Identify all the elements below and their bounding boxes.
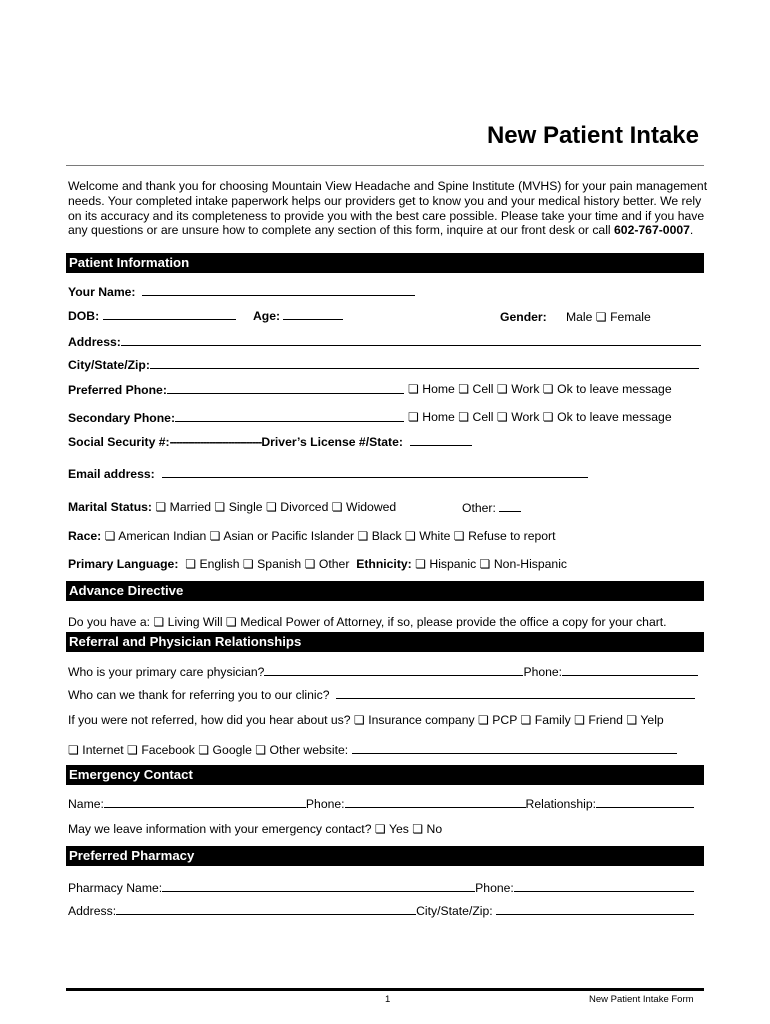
intro-end: . — [689, 223, 694, 238]
section-header-advance-directive: Advance Directive — [66, 581, 704, 601]
drivers-license-field[interactable] — [410, 434, 472, 446]
intro-paragraph — [68, 179, 718, 238]
intro-text: Welcome and thank you for choosing Mountain View Headache and Spine Institute (MVHS) for your pain management needs. Your completed intake paperwork helps our providers get to know you and your medical history better. We rely on its accuracy and its completeness to provide you with the best care possible. Please take your time and if you have any questions or are unsure how to complete any section of this form, inquire at our front desk or call — [68, 179, 708, 238]
age-row — [253, 308, 343, 323]
footer-form-name: New Patient Intake Form — [589, 994, 694, 1005]
pharmacy-phone-label: Phone: — [475, 881, 514, 895]
pharmacy-address-row — [68, 903, 694, 918]
ethnicity-label: Ethnicity: — [356, 557, 412, 571]
email-row — [68, 466, 588, 481]
your-name-label: Your Name: — [68, 285, 136, 299]
emergency-name-label: Name: — [68, 797, 104, 811]
pharmacy-name-field[interactable] — [162, 880, 475, 892]
address-field[interactable] — [121, 334, 701, 346]
referrer-row — [68, 687, 695, 702]
ssn-label: Social Security #: — [68, 435, 170, 449]
secondary-phone-row — [68, 410, 404, 425]
pharmacy-name-row — [68, 880, 694, 895]
race-row — [68, 529, 556, 543]
marital-other-field[interactable] — [499, 500, 521, 512]
emergency-phone-label: Phone: — [305, 797, 345, 811]
your-name-field[interactable] — [142, 284, 415, 296]
page-title: New Patient Intake — [486, 122, 699, 149]
referrer-label: Who can we thank for referring you to our clinic? — [68, 688, 330, 702]
marital-status-options[interactable]: ❏ Married ❏ Single ❏ Divorced ❏ Widowed — [155, 500, 397, 514]
emergency-relationship-field[interactable] — [596, 796, 694, 808]
pharmacy-city-label: City/State/Zip: — [416, 904, 493, 918]
age-label: Age: — [253, 309, 281, 323]
pharmacy-address-field[interactable] — [116, 903, 416, 915]
ethnicity-options[interactable]: ❏ Hispanic ❏ Non-Hispanic — [415, 557, 568, 571]
marital-other-label: Other: — [462, 501, 496, 515]
pcp-field[interactable] — [264, 664, 523, 676]
pharmacy-phone-field[interactable] — [514, 880, 694, 892]
section-header-preferred-pharmacy: Preferred Pharmacy — [66, 846, 704, 866]
section-header-referral: Referral and Physician Relationships — [66, 632, 704, 652]
drivers-license-label: Driver’s License #/State: — [261, 435, 403, 449]
dob-field[interactable] — [103, 308, 236, 320]
preferred-phone-label: Preferred Phone: — [68, 383, 167, 397]
preferred-phone-field[interactable] — [167, 382, 404, 394]
pharmacy-name-label: Pharmacy Name: — [68, 881, 163, 895]
address-row — [68, 334, 701, 349]
pcp-phone-label: Phone: — [523, 665, 563, 679]
dob-row — [68, 308, 236, 323]
other-website-field[interactable] — [352, 742, 677, 754]
advance-directive-text[interactable]: Do you have a: ❏ Living Will ❏ Medical Power of Attorney, if so, please provide the office a copy for your chart. — [68, 615, 667, 629]
marital-other-row — [462, 500, 521, 515]
dob-label: DOB: — [68, 309, 100, 323]
age-field[interactable] — [283, 308, 343, 320]
emergency-row — [68, 796, 694, 811]
hear-about-options[interactable]: If you were not referred, how did you hear about us? ❏ Insurance company ❏ PCP ❏ Family ❏ Friend ❏ Yelp — [68, 713, 664, 727]
ssn-row — [68, 434, 472, 449]
gender-label: Gender: — [500, 310, 547, 324]
address-label: Address: — [68, 335, 121, 349]
your-name-row — [68, 284, 415, 299]
pharmacy-city-field[interactable] — [496, 903, 694, 915]
intro-phone: 602-767-0007 — [614, 223, 690, 238]
gender-options[interactable]: Male ❏ Female — [566, 310, 651, 324]
secondary-phone-label: Secondary Phone: — [68, 411, 176, 425]
emergency-leave-info[interactable]: May we leave information with your emergency contact? ❏ Yes ❏ No — [68, 822, 443, 836]
preferred-phone-options[interactable]: ❏ Home ❏ Cell ❏ Work ❏ Ok to leave message — [408, 382, 672, 396]
section-header-emergency-contact: Emergency Contact — [66, 765, 704, 785]
page-number: 1 — [385, 994, 391, 1005]
race-options[interactable]: ❏ American Indian ❏ Asian or Pacific Islander ❏ Black ❏ White ❏ Refuse to report — [104, 529, 556, 543]
emergency-name-field[interactable] — [104, 796, 306, 808]
footer-divider — [66, 988, 704, 991]
emergency-relationship-label: Relationship: — [525, 797, 597, 811]
secondary-phone-field[interactable] — [175, 410, 404, 422]
preferred-phone-row — [68, 382, 404, 397]
secondary-phone-options[interactable]: ❏ Home ❏ Cell ❏ Work ❏ Ok to leave message — [408, 410, 672, 424]
pcp-phone-field[interactable] — [562, 664, 698, 676]
race-label: Race: — [68, 529, 102, 543]
hear-about-row-2 — [68, 742, 677, 757]
city-field[interactable] — [150, 357, 699, 369]
email-field[interactable] — [162, 466, 588, 478]
title-divider — [66, 165, 704, 166]
language-options[interactable]: ❏ English ❏ Spanish ❏ Other — [185, 557, 350, 571]
pcp-row — [68, 664, 698, 679]
pharmacy-address-label: Address: — [68, 904, 117, 918]
language-label: Primary Language: — [68, 557, 179, 571]
hear-about-options-2[interactable]: ❏ Internet ❏ Facebook ❏ Google ❏ Other website: — [68, 743, 349, 757]
ssn-field[interactable]: ------------------------------ — [169, 435, 262, 449]
marital-status-label: Marital Status: — [68, 500, 152, 514]
city-label: City/State/Zip: — [68, 358, 150, 372]
section-header-patient-information: Patient Information — [66, 253, 704, 273]
language-row — [68, 557, 567, 571]
referrer-field[interactable] — [336, 687, 695, 699]
city-row — [68, 357, 699, 372]
emergency-phone-field[interactable] — [345, 796, 526, 808]
pcp-label: Who is your primary care physician? — [68, 665, 265, 679]
email-label: Email address: — [68, 467, 155, 481]
marital-status-row — [68, 500, 396, 514]
